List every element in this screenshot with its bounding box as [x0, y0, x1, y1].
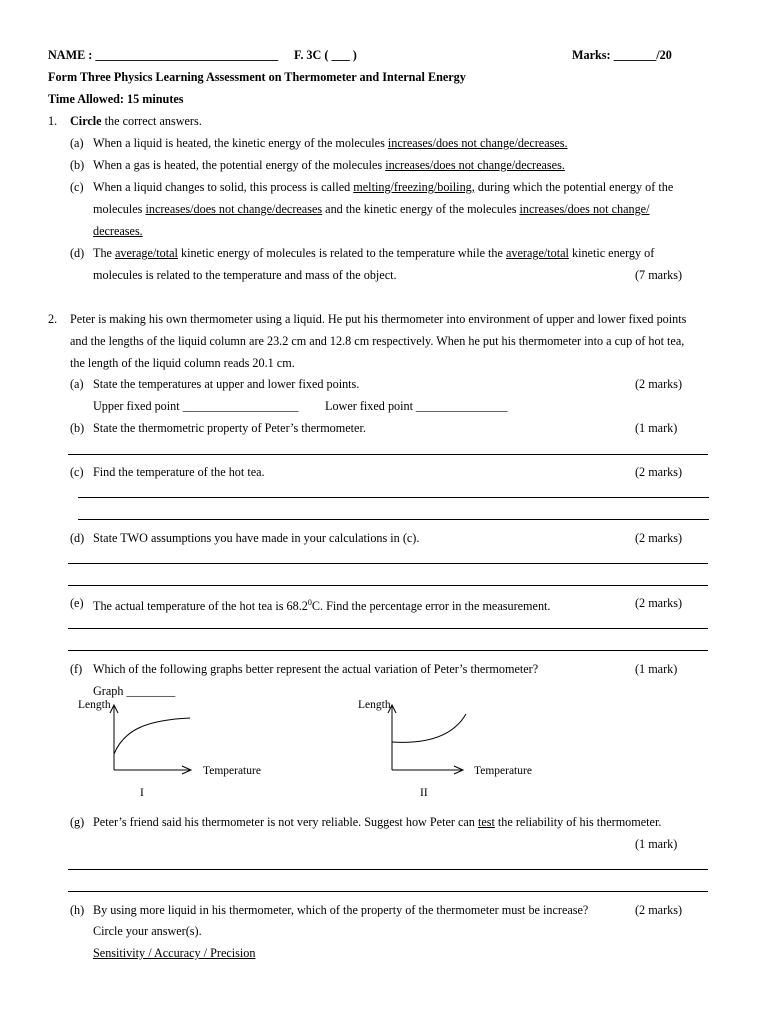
q2e-marks: (2 marks): [635, 596, 683, 610]
q2g-marks: (1 mark): [635, 837, 678, 851]
q2e-answer-line-2[interactable]: [68, 650, 708, 651]
marks-field-label: Marks: _______/20: [572, 48, 672, 62]
q1c-stem-2: during which the potential energy of the: [474, 180, 674, 194]
q2b-label: (b): [70, 421, 85, 435]
q1c-line2: [93, 202, 649, 216]
q2e-stem: The actual temperature of the hot tea is 68.2: [93, 599, 308, 614]
q1d-line1: [93, 246, 654, 260]
q2a-lower-fixed-point[interactable]: Lower fixed point _______________: [325, 399, 508, 413]
q1b-options[interactable]: increases/does not change/decreases.: [385, 158, 565, 172]
q1d-line2: molecules is related to the temperature and mass of the object.: [93, 268, 397, 282]
q2f-label: (f): [70, 662, 83, 676]
graph-ii-curve: [392, 714, 466, 742]
page-title: Form Three Physics Learning Assessment on Thermometer and Internal Energy: [48, 70, 466, 84]
q1c-stem: When a liquid changes to solid, this process is called: [93, 180, 354, 194]
graph-i-id: I: [140, 787, 144, 799]
graph-ii-x-label: Temperature: [474, 765, 532, 777]
q2e-degree-sup: 0: [307, 598, 312, 607]
q2g-label: (g): [70, 815, 85, 829]
q2d-marks: (2 marks): [635, 531, 683, 545]
q2e-label: (e): [70, 596, 84, 610]
q1d-label: (d): [70, 246, 85, 260]
q1c-line1: [93, 180, 673, 194]
graph-i-curve: [114, 718, 190, 754]
name-field-label: NAME : ______________________________: [48, 48, 279, 62]
q2g-stem-2: the reliability of his thermometer.: [494, 815, 662, 829]
q1c-ke-options[interactable]: increases/does not change/: [519, 202, 650, 216]
q2-intro-line1: Peter is making his own thermometer using a liquid. He put his thermometer into environment of upper and lower fixed points: [70, 312, 687, 326]
q2f-graph-answer[interactable]: Graph ________: [93, 684, 176, 698]
q2h-label: (h): [70, 903, 85, 917]
q1a-stem: When a liquid is heated, the kinetic energy of the molecules: [93, 136, 388, 150]
graph-i-y-label: Length: [78, 699, 111, 711]
q1b-text: [93, 158, 565, 172]
q1-instruction-bold: Circle: [70, 114, 102, 128]
q1d-stem-3: kinetic energy of: [568, 246, 655, 260]
q1c-label: (c): [70, 180, 84, 194]
q2h-text: By using more liquid in his thermometer, which of the property of the thermometer must be increase?: [93, 903, 589, 917]
q2e-answer-line-1[interactable]: [68, 628, 708, 629]
q2d-text: State TWO assumptions you have made in your calculations in (c).: [93, 531, 420, 545]
q2d-answer-line-1[interactable]: [68, 563, 708, 564]
q1c-line3: [93, 224, 143, 238]
q2h-instruction: Circle your answer(s).: [93, 924, 202, 938]
graph-i-x-label: Temperature: [203, 765, 261, 777]
q2g-keyword-test: test: [477, 815, 495, 829]
q2-intro-line2: and the lengths of the liquid column are 23.2 cm and 12.8 cm respectively. When he put his thermometer into a cup of hot tea,: [70, 334, 685, 348]
q1a-text: [93, 136, 568, 150]
graph-ii: [354, 694, 554, 802]
q1a-options[interactable]: increases/does not change/decreases.: [387, 136, 568, 150]
q1b-stem: When a gas is heated, the potential energy of the molecules: [93, 158, 386, 172]
q2f-marks: (1 mark): [635, 662, 678, 676]
q2c-text: Find the temperature of the hot tea.: [93, 465, 265, 479]
q2-number: 2.: [48, 312, 58, 326]
q2d-answer-line-2[interactable]: [68, 585, 708, 586]
q2b-text: State the thermometric property of Peter’s thermometer.: [93, 421, 366, 435]
q2c-answer-line-2[interactable]: [78, 519, 709, 520]
graph-ii-y-label: Length: [358, 699, 391, 711]
q1c-pe-options[interactable]: increases/does not change/decreases: [145, 202, 323, 216]
class-field-label: F. 3C ( ___ ): [294, 48, 357, 62]
q2a-marks: (2 marks): [635, 377, 683, 391]
q2g-stem: Peter’s friend said his thermometer is not very reliable. Suggest how Peter can: [93, 815, 478, 829]
q1-number: 1.: [48, 114, 58, 128]
q1c-ke-options-end[interactable]: decreases.: [93, 224, 143, 238]
q2g-answer-line-1[interactable]: [68, 869, 708, 870]
q2a-text: State the temperatures at upper and lower fixed points.: [93, 377, 360, 391]
q2e-text: [93, 596, 550, 613]
q1a-label: (a): [70, 136, 84, 150]
q2h-marks: (2 marks): [635, 903, 683, 917]
q2-intro-line3: the length of the liquid column reads 20.1 cm.: [70, 356, 295, 370]
q1d-options-2[interactable]: average/total: [505, 246, 569, 260]
time-allowed: Time Allowed: 15 minutes: [48, 92, 184, 106]
q2g-answer-line-2[interactable]: [68, 891, 708, 892]
graph-ii-id: II: [420, 787, 428, 799]
q2e-stem-2: C. Find the percentage error in the measurement.: [311, 599, 551, 614]
q2a-label: (a): [70, 377, 84, 391]
q1-marks: (7 marks): [635, 268, 683, 282]
q1b-label: (b): [70, 158, 85, 172]
q2c-marks: (2 marks): [635, 465, 683, 479]
q2d-label: (d): [70, 531, 85, 545]
q2a-upper-fixed-point[interactable]: Upper fixed point ___________________: [93, 399, 299, 413]
q1d-stem-2: kinetic energy of molecules is related to the temperature while the: [177, 246, 506, 260]
q2b-answer-line[interactable]: [68, 454, 708, 455]
q2g-text: [93, 815, 661, 829]
q1-instruction-rest: the correct answers.: [101, 114, 202, 128]
q1c-stem-4: and the kinetic energy of the molecules: [322, 202, 520, 216]
q1d-options-1[interactable]: average/total: [115, 246, 178, 260]
q1d-stem: The: [93, 246, 115, 260]
q1c-process-options[interactable]: melting/freezing/boiling,: [353, 180, 475, 194]
q1c-stem-3: molecules: [93, 202, 146, 216]
q2c-label: (c): [70, 465, 84, 479]
q2h-options[interactable]: Sensitivity / Accuracy / Precision: [93, 946, 256, 960]
q2b-marks: (1 mark): [635, 421, 678, 435]
q2c-answer-line-1[interactable]: [78, 497, 709, 498]
q1-instruction: [70, 114, 202, 128]
graph-i: [74, 694, 274, 802]
q2f-text: Which of the following graphs better represent the actual variation of Peter’s thermometer?: [93, 662, 539, 676]
